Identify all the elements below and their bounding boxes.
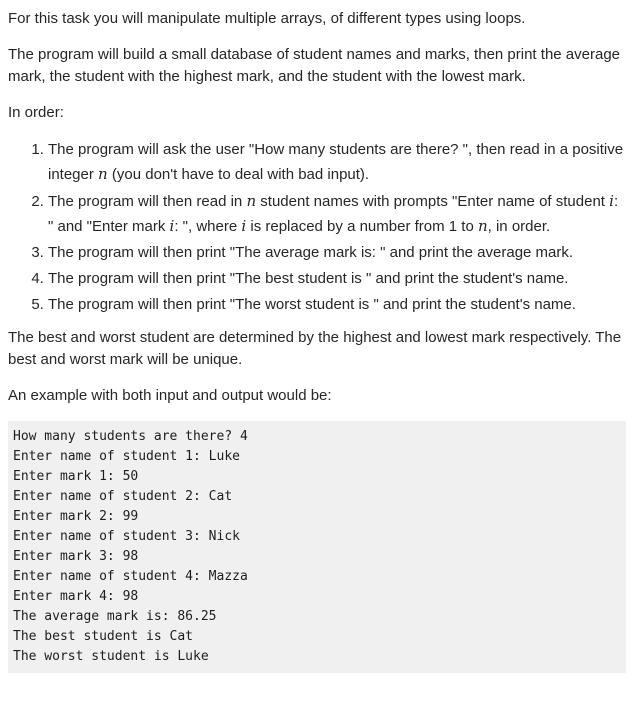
- code-line: The best student is Cat: [13, 629, 194, 644]
- code-line: Enter name of student 1: Luke: [13, 449, 240, 464]
- code-line: Enter mark 1: 50: [13, 469, 139, 484]
- steps-list: [8, 138, 626, 317]
- code-line: The average mark is: 86.25: [13, 609, 217, 624]
- best-worst-note: The best and worst student are determined by the highest and lowest mark respectively. The best and worst mark will be unique.: [8, 329, 622, 368]
- code-line: Enter name of student 2: Cat: [13, 489, 233, 504]
- code-line: Enter name of student 4: Mazza: [13, 569, 248, 584]
- math-variable: n: [477, 217, 488, 235]
- code-line: Enter mark 4: 98: [13, 589, 139, 604]
- math-variable: n: [246, 192, 257, 210]
- math-variable: n: [98, 165, 108, 183]
- step-item: 4. The program will then print "The best student is " and print the student's name.: [48, 267, 626, 291]
- code-line: Enter mark 2: 99: [13, 509, 139, 524]
- step-item: [48, 189, 626, 239]
- step-text: : " and "Enter mark: [48, 193, 619, 235]
- intro-paragraph: For this task you will manipulate multiple arrays, of different types using loops.: [8, 10, 526, 27]
- step-item: [48, 138, 626, 187]
- step-item: 3. The program will then print "The average mark is: " and print the average mark.: [48, 241, 626, 265]
- math-variable: i: [241, 217, 247, 235]
- step-text: The program will then read in: [48, 193, 247, 210]
- step-text: , in order.: [487, 218, 551, 235]
- code-line: The worst student is Luke: [13, 649, 209, 664]
- step-text: : ", where: [174, 218, 242, 235]
- math-variable: i: [609, 192, 614, 210]
- step-item: 5. The program will then print "The worst student is " and print the student's name.: [48, 293, 626, 317]
- step-text: The program will ask the user "How many students are there? ", then read in a positive integer: [48, 141, 624, 183]
- example-code-block: [8, 421, 626, 673]
- example-intro: An example with both input and output would be:: [8, 387, 332, 404]
- code-line: Enter mark 3: 98: [13, 549, 139, 564]
- step-text: is replaced by a number from 1 to: [246, 218, 478, 235]
- description-paragraph: The program will build a small database of student names and marks, then print the average mark, the student with the highest mark, and the student with the lowest mark.: [8, 46, 620, 85]
- math-variable: i: [169, 217, 175, 235]
- code-line: How many students are there? 4: [13, 429, 248, 444]
- step-text: student names with prompts "Enter name of student: [256, 193, 610, 210]
- code-line: Enter name of student 3: Nick: [13, 529, 240, 544]
- in-order-label: In order:: [8, 104, 64, 121]
- step-text: (you don't have to deal with bad input).: [107, 166, 370, 183]
